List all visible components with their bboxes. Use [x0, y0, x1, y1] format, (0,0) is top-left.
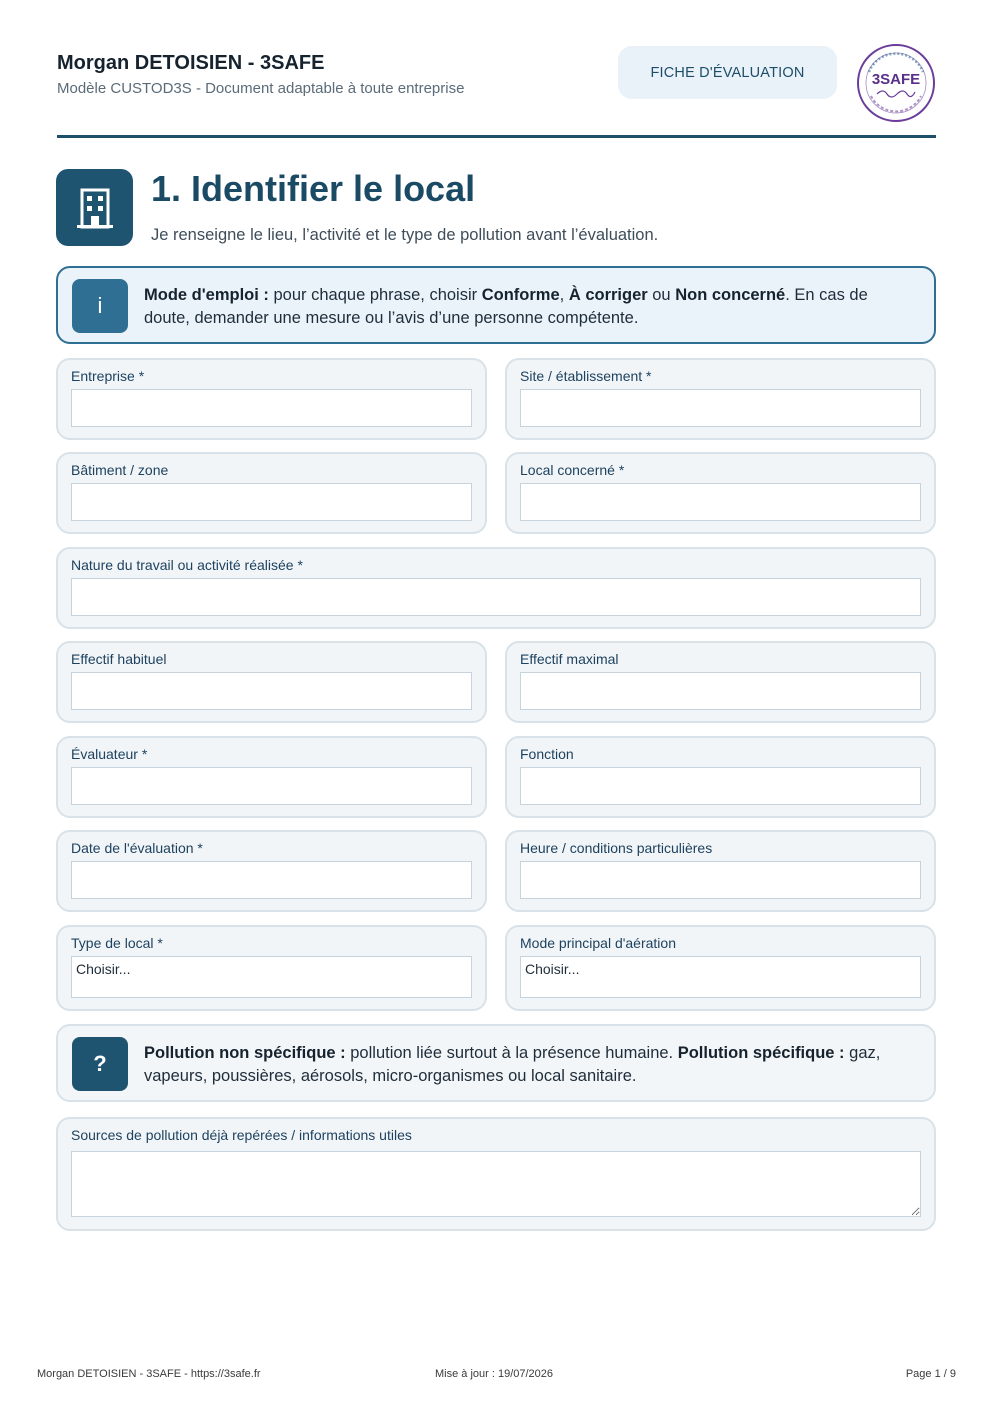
mode-aeration-select[interactable]: Choisir...	[520, 956, 921, 998]
field-evaluateur	[56, 736, 487, 818]
field-entreprise	[56, 358, 487, 440]
entreprise-input[interactable]	[71, 389, 472, 427]
building-icon	[56, 169, 133, 246]
document-type-badge: FICHE D'ÉVALUATION	[618, 46, 837, 99]
field-label: Fonction	[520, 746, 574, 762]
field-label: Bâtiment / zone	[71, 462, 169, 478]
sources-textarea[interactable]	[71, 1151, 921, 1217]
field-heure	[505, 830, 936, 912]
field-label: Effectif maximal	[520, 651, 619, 667]
header-title: Morgan DETOISIEN - 3SAFE	[57, 52, 325, 74]
section-subtitle: Je renseigne le lieu, l’activité et le type de pollution avant l’évaluation.	[151, 226, 659, 244]
fonction-input[interactable]	[520, 767, 921, 805]
effectif-habituel-input[interactable]	[71, 672, 472, 710]
field-label: Entreprise *	[71, 368, 145, 384]
site-input[interactable]	[520, 389, 921, 427]
field-type-local	[56, 925, 487, 1011]
field-label: Heure / conditions particulières	[520, 840, 713, 856]
nature-input[interactable]	[71, 578, 921, 616]
svg-text:3SAFE: 3SAFE	[871, 71, 921, 88]
section-title: 1. Identifier le local	[151, 168, 476, 209]
field-site	[505, 358, 936, 440]
batiment-input[interactable]	[71, 483, 472, 521]
footer-page-number: Page 1 / 9	[905, 1368, 956, 1380]
field-label: Effectif habituel	[71, 651, 167, 667]
question-icon: ?	[72, 1037, 128, 1091]
field-label: Nature du travail ou activité réalisée *	[71, 557, 303, 573]
type-local-select[interactable]: Choisir...	[71, 956, 472, 998]
field-fonction	[505, 736, 936, 818]
instructions-callout	[56, 266, 936, 344]
page-header	[57, 46, 936, 136]
field-label: Évaluateur *	[71, 746, 148, 762]
field-date	[56, 830, 487, 912]
pollution-help-text: Pollution non spécifique : pollution liée surtout à la présence humaine. Pollution spécifique : gaz, vapeurs, poussières, aérosols, micro-organismes ou local sanitaire.	[144, 1044, 881, 1085]
field-batiment	[56, 452, 487, 534]
field-sources	[56, 1117, 936, 1231]
field-label: Sources de pollution déjà repérées / informations utiles	[71, 1127, 412, 1143]
footer-update-date: Mise à jour : 19/07/2026	[435, 1368, 554, 1380]
field-local	[505, 452, 936, 534]
heure-input[interactable]	[520, 861, 921, 899]
instructions-text: Mode d'emploi : pour chaque phrase, choisir Conforme, À corriger ou Non concerné. En cas de doute, demander une mesure ou l’avis d’une personne compétente.	[144, 286, 868, 327]
effectif-maximal-input[interactable]	[520, 672, 921, 710]
local-input[interactable]	[520, 483, 921, 521]
info-icon: i	[72, 279, 128, 333]
field-label: Mode principal d'aération	[520, 935, 676, 951]
field-label: Type de local *	[71, 935, 163, 951]
date-input[interactable]	[71, 861, 472, 899]
header-divider	[57, 135, 936, 138]
company-stamp-logo	[855, 42, 937, 124]
field-effectif-maximal	[505, 641, 936, 723]
field-label: Date de l'évaluation *	[71, 840, 203, 856]
field-mode-aeration	[505, 925, 936, 1011]
field-effectif-habituel	[56, 641, 487, 723]
evaluateur-input[interactable]	[71, 767, 472, 805]
field-nature	[56, 547, 936, 629]
field-label: Site / établissement *	[520, 368, 652, 384]
header-subtitle: Modèle CUSTOD3S - Document adaptable à toute entreprise	[57, 80, 465, 97]
footer-left: Morgan DETOISIEN - 3SAFE - https://3safe.fr	[37, 1368, 261, 1380]
field-label: Local concerné *	[520, 462, 625, 478]
pollution-help-callout	[56, 1024, 936, 1102]
